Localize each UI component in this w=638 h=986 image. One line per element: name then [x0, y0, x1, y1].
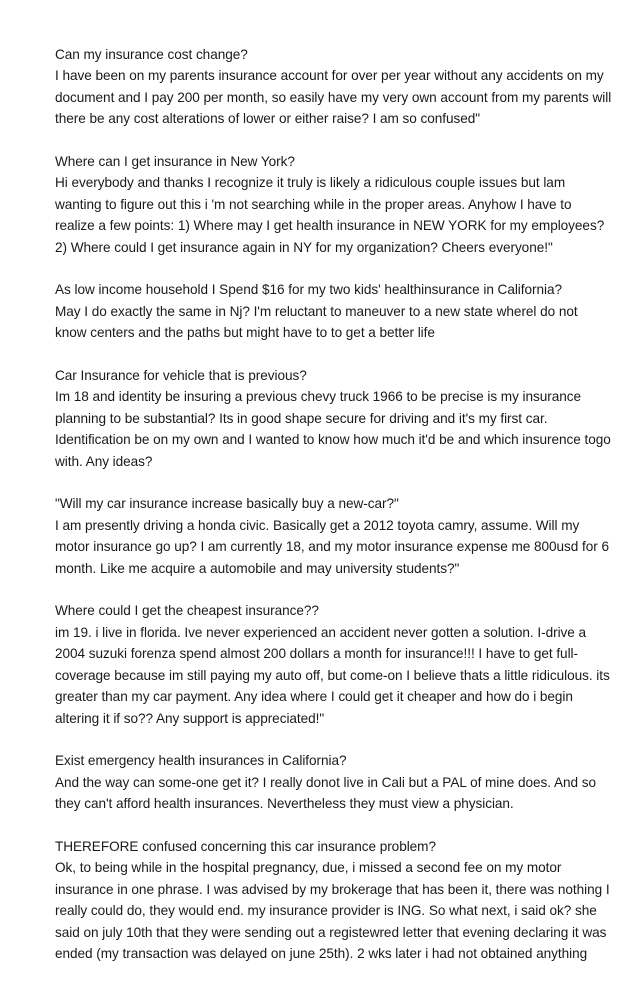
qa-section — [55, 600, 610, 728]
body-line: there be any cost alterations of lower or either raise? I am so confused" — [55, 111, 481, 127]
body-line: document and I pay 200 per month, so easily have my very own account from my parents will — [55, 89, 612, 105]
qa-section — [55, 750, 600, 814]
section-title: Exist emergency health insurances in California? — [55, 753, 347, 769]
body-line: ended (my transaction was delayed on june 25th). 2 wks later i had not obtained anything — [55, 945, 588, 961]
body-line: Hi everybody and thanks I recognize it truly is likely a ridiculous couple issues but lam — [55, 175, 566, 191]
body-line: Ok, to being while in the hospital pregnancy, due, i missed a second fee on my motor — [55, 860, 562, 876]
body-line: realize a few points: 1) Where may I get health insurance in NEW YORK for my employees? — [55, 218, 605, 234]
qa-section — [55, 44, 612, 130]
body-line: 2) Where could I get insurance again in NY for my organization? Cheers everyone!" — [55, 239, 553, 255]
body-line: said on july 10th that they were sending out a registewred letter that evening declaring it was — [55, 924, 607, 940]
section-title: As low income household I Spend $16 for my two kids' healthinsurance in California? — [55, 282, 562, 298]
body-line: I have been on my parents insurance account for over per year without any accidents on my — [55, 68, 604, 84]
qa-section — [55, 365, 611, 472]
body-line: know centers and the paths but might have to to get a better life — [55, 325, 435, 341]
body-line: 2004 suzuki forenza spend almost 200 dollars a month for insurance!!! I have to get full- — [55, 646, 578, 662]
body-line: May I do exactly the same in Nj? I'm reluctant to maneuver to a new state wherel do not — [55, 303, 578, 319]
body-line: altering it if so?? Any support is appreciated!" — [55, 710, 325, 726]
body-line: with. Any ideas? — [55, 453, 153, 469]
body-line: Identification be on my own and I wanted to know how much it'd be and which insurence togo — [55, 432, 611, 448]
section-title: Where can I get insurance in New York? — [55, 154, 295, 170]
body-line: greater than my car payment. Any idea where I could get it cheaper and how do i begin — [55, 689, 573, 705]
body-line: And the way can some-one get it? I really donot live in Cali but a PAL of mine does. And so — [55, 774, 597, 790]
section-title: Car Insurance for vehicle that is previous? — [55, 368, 307, 384]
body-line: they can't afford health insurances. Nevertheless they must view a physician. — [55, 796, 514, 812]
document-body — [55, 44, 612, 986]
qa-section — [55, 493, 609, 579]
qa-section — [55, 151, 605, 258]
body-line: wanting to figure out this i 'm not searching while in the proper areas. Anyhow I have to — [55, 196, 572, 212]
section-title: THEREFORE confused concerning this car insurance problem? — [55, 838, 436, 854]
body-line: insurance in one phrase. I was advised by my brokerage that has been it, there was nothing I — [55, 881, 610, 897]
qa-section — [55, 279, 600, 343]
body-line: really could do, they would end. my insurance provider is ING. So what next, i said ok? she — [55, 903, 597, 919]
section-title: "Will my car insurance increase basically buy a new-car?" — [55, 496, 399, 512]
body-line: planning to be substantial? Its in good shape secure for driving and it's my first car. — [55, 410, 548, 426]
body-line: im 19. i live in florida. Ive never experienced an accident never gotten a solution. I-drive a — [55, 624, 587, 640]
body-line: coverage because im still paying my auto off, but come-on I believe thats a little ridiculous. its — [55, 667, 610, 683]
qa-section — [55, 836, 610, 964]
body-line: month. Like me acquire a automobile and may university students?" — [55, 560, 460, 576]
body-line: I am presently driving a honda civic. Basically get a 2012 toyota camry, assume. Will my — [55, 517, 580, 533]
section-title: Where could I get the cheapest insurance?? — [55, 603, 319, 619]
body-line: Im 18 and identity be insuring a previous chevy truck 1966 to be precise is my insurance — [55, 389, 582, 405]
section-title: Can my insurance cost change? — [55, 47, 248, 62]
body-line: motor insurance go up? I am currently 18, and my motor insurance expense me 800usd for 6 — [55, 539, 609, 555]
